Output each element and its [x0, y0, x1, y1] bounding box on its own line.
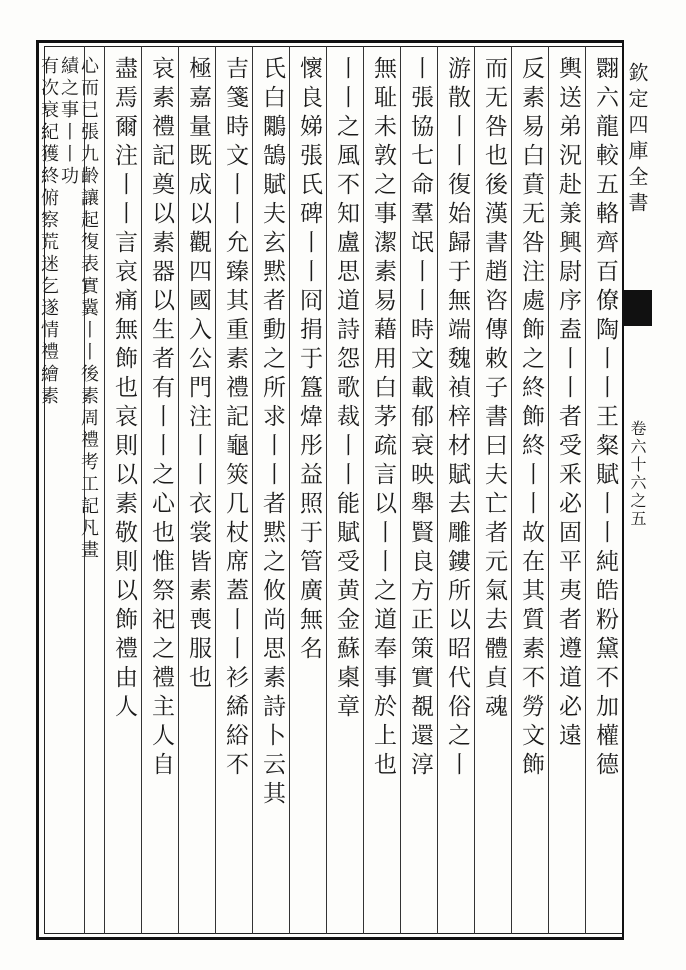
text-column: 氏白鷴鵠賦夫玄黙者動之所求丨丨者黙之攸尚思素詩卜云其: [259, 56, 285, 810]
text-column: 丨張協七命羣氓丨丨時文載郁衰映舉賢良方正策實覩還淳: [407, 56, 433, 781]
text-column: 極嘉量既成以觀四國入公門注丨丨衣裳皆素喪服也: [185, 56, 211, 694]
text-column: 游散丨丨復始歸于無端魏禎梓材賦去雕鏤所以昭代俗之丨: [444, 56, 470, 781]
text-column: 而无咎也後漢書趙咨傳敕子書曰夫亡者元氣去體貞魂: [481, 56, 507, 723]
fishtail-mark: [624, 290, 652, 326]
text-column: 反素易白賁无咎注處飾之終飾終丨丨故在其質素不勞文飾: [518, 56, 544, 781]
text-column: 翾六龍較五輅齊百僚陶丨丨王粲賦丨丨純皓粉黛不加權德: [592, 56, 618, 781]
text-column: 心而已張九齡讓起復表實冀丨丨後素周禮考工記凡畫: [78, 56, 99, 562]
text-column: 吉箋時文丨丨允臻其重素禮記龜筴几杖席蓋丨丨衫絺綌不: [222, 56, 248, 781]
text-column: 無耻未敦之事潔素易藉用白茅疏言以丨丨之道奉事於上也: [370, 56, 396, 781]
text-column: 輿送弟況赴羕興尉序盍丨丨者受釆必固平夷者遵道必遠: [555, 56, 581, 752]
book-title: 欽定四庫全書: [625, 62, 649, 218]
volume-label: 卷六十六之五: [628, 420, 647, 528]
text-column: 哀素禮記奠以素器以生者有丨丨之心也惟祭祀之禮主人自: [148, 56, 174, 781]
text-column: 績之事丨丨功: [58, 56, 79, 188]
text-column: 懷良娣張氏碑丨丨冏捐于簋煒彤益照于管廣無名: [296, 56, 322, 665]
text-column: 盡焉爾注丨丨言哀痛無飾也哀則以素敬則以飾禮由人: [111, 56, 137, 723]
text-column: 有次衰紀獲終俯察荒迷乞遂情禮繪素: [38, 56, 59, 408]
text-column: 丨丨之風不知盧思道詩怨歌裁丨丨能賦受黄金蘇㮚章: [333, 56, 359, 723]
